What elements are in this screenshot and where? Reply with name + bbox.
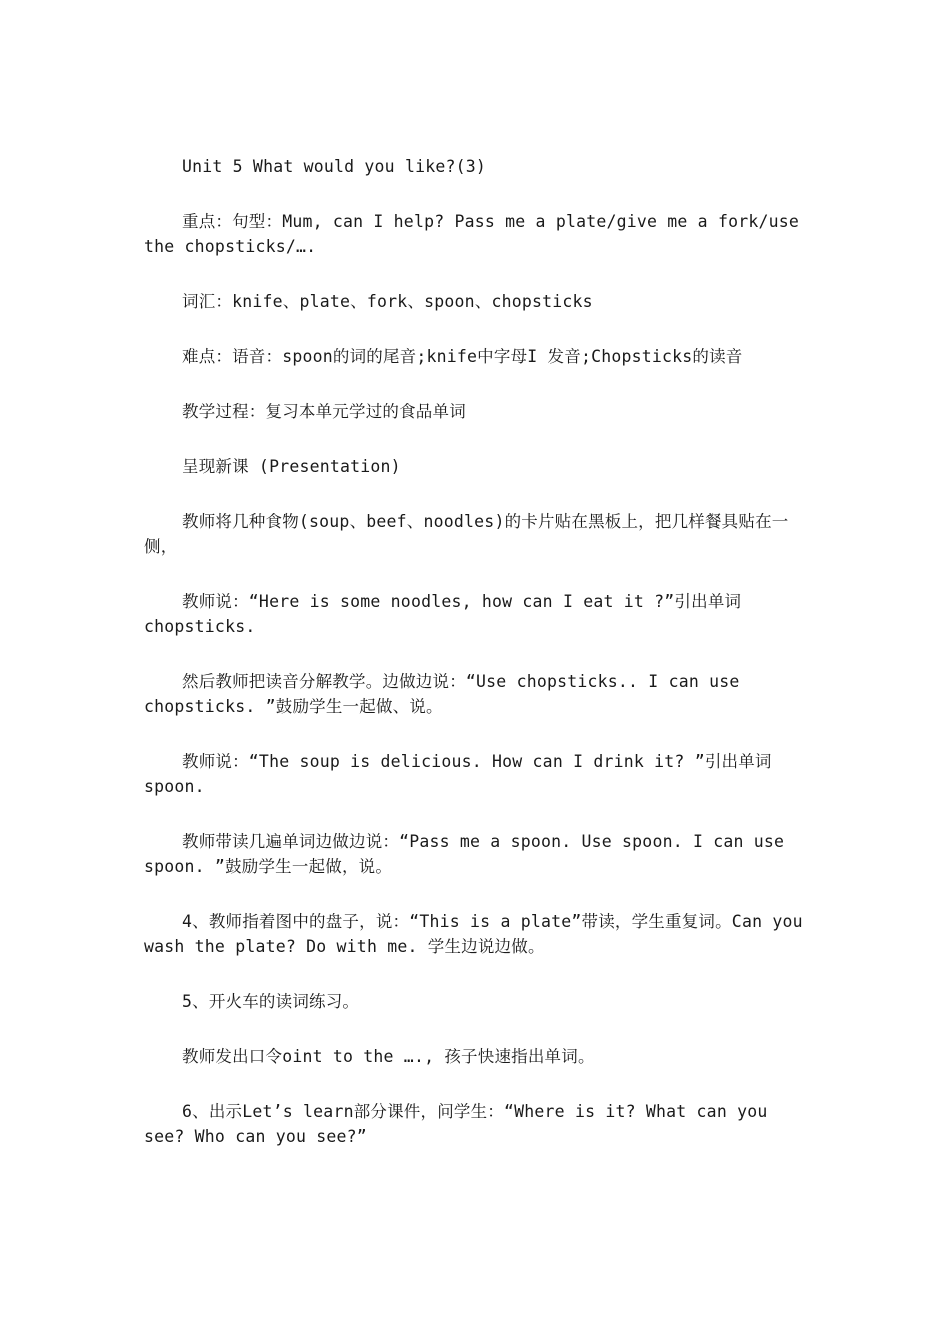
- paragraph-lets-learn: 6、出示Let’s learn部分课件，问学生：“Where is it? What can you see? Who can you see?”: [144, 1102, 768, 1146]
- lesson-title: Unit 5 What would you like?(3): [182, 157, 487, 176]
- paragraph-point-command: 教师发出口令oint to the …., 孩子快速指出单词。: [182, 1047, 595, 1066]
- paragraph-chopsticks-intro: 教师说：“Here is some noodles, how can I eat it ?”引出单词chopsticks.: [144, 592, 742, 636]
- paragraph-train-game: 5、开火车的读词练习。: [182, 992, 360, 1011]
- teaching-process-paragraph: 教学过程：复习本单元学过的食品单词: [182, 402, 466, 421]
- paragraph-plate-step: 4、教师指着图中的盘子，说：“This is a plate”带读，学生重复词。Can you wash the plate? Do with me. 学生边说边做。: [144, 912, 803, 956]
- key-points-paragraph: 重点：句型：Mum, can I help? Pass me a plate/give me a fork/use the chopsticks/….: [144, 212, 800, 256]
- paragraph-chopsticks-practice: 然后教师把读音分解教学。边做边说：“Use chopsticks.. I can use chopsticks. ”鼓励学生一起做、说。: [144, 672, 740, 716]
- presentation-heading: 呈现新课 (Presentation): [182, 457, 401, 476]
- paragraph-spoon-intro: 教师说：“The soup is delicious. How can I drink it? ”引出单词spoon.: [144, 752, 772, 796]
- document-body: [144, 154, 810, 1179]
- difficulties-paragraph: 难点：语音：spoon的词的尾音;knife中字母I 发音;Chopsticks的读音: [182, 347, 743, 366]
- paragraph-food-cards: 教师将几种食物(soup、beef、noodles)的卡片贴在黑板上，把几样餐具贴在一侧，: [144, 512, 789, 556]
- paragraph-spoon-practice: 教师带读几遍单词边做边说：“Pass me a spoon. Use spoon. I can use spoon. ”鼓励学生一起做，说。: [144, 832, 785, 876]
- vocabulary-paragraph: 词汇：knife、plate、fork、spoon、chopsticks: [182, 292, 593, 311]
